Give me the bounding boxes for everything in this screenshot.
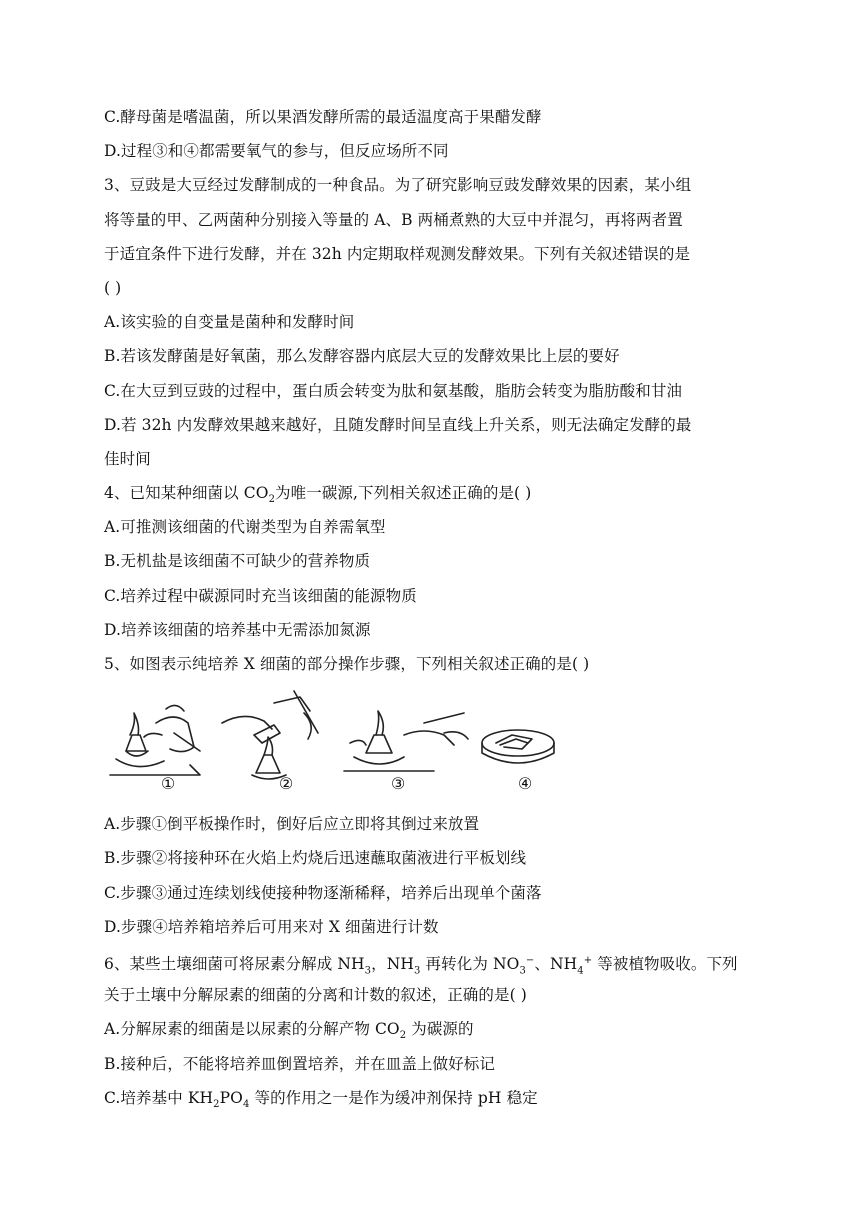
q3-option-c: C.在大豆到豆豉的过程中，蛋白质会转变为肽和氨基酸，脂肪会转变为脂肪酸和甘油 bbox=[104, 381, 683, 400]
document-page bbox=[104, 100, 754, 1115]
q3-stem-line-3: 于适宜条件下进行发酵，并在 32h 内定期取样观测发酵效果。下列有关叙述错误的是 bbox=[104, 244, 691, 263]
q3-answer-blank: ( ) bbox=[104, 278, 122, 297]
q4-stem: 4、已知某种细菌以 $CO_2$为唯一碳源,下列相关叙述正确的是( ) bbox=[104, 484, 532, 506]
step2-flame-loop-drawing bbox=[222, 691, 318, 779]
lab-procedure-illustration bbox=[104, 683, 744, 807]
q2-option-c: C.酵母菌是嗜温菌，所以果酒发酵所需的最适温度高于果醋发酵 bbox=[104, 108, 542, 126]
q4-option-a: A.可推测该细菌的代谢类型为自养需氧型 bbox=[104, 518, 386, 537]
step1-pour-plate-drawing bbox=[110, 706, 200, 776]
q2-option-d: D.过程③和④都需要氧气的参与，但反应场所不同 bbox=[104, 142, 449, 161]
q5-option-b: B.步骤②将接种环在火焰上灼烧后迅速蘸取菌液进行平板划线 bbox=[104, 849, 527, 868]
q3-option-a: A.该实验的自变量是菌种和发酵时间 bbox=[104, 313, 355, 332]
figure-label-1: ① bbox=[160, 774, 176, 794]
q3-stem-line-2: 将等量的甲、乙两菌种分别接入等量的 A、B 两桶煮熟的大豆中并混匀，再将两者置 bbox=[104, 210, 683, 229]
q5-option-c: C.步骤③通过连续划线使接种物逐渐稀释，培养后出现单个菌落 bbox=[104, 883, 542, 902]
q4-option-d: D.培养该细菌的培养基中无需添加氮源 bbox=[104, 620, 371, 639]
figure-label-2: ② bbox=[278, 774, 294, 794]
q4-option-b: B.无机盐是该细菌不可缺少的营养物质 bbox=[104, 552, 371, 571]
figure-label-4: ④ bbox=[517, 774, 533, 794]
q3-option-d-line-1: D.若 32h 内发酵效果越来越好，且随发酵时间呈直线上升关系，则无法确定发酵的最 bbox=[104, 415, 692, 434]
q5-stem: 5、如图表示纯培养 X 细菌的部分操作步骤，下列相关叙述正确的是( ) bbox=[104, 655, 590, 673]
q3-stem-line-1: 3、豆豉是大豆经过发酵制成的一种食品。为了研究影响豆豉发酵效果的因素，某小组 bbox=[104, 176, 692, 195]
q5-option-a: A.步骤①倒平板操作时，倒好后应立即将其倒过来放置 bbox=[104, 815, 480, 834]
q6-option-a: A.分解尿素的细菌是以尿素的分解产物 $CO_2$ 为碳源的 bbox=[104, 1020, 474, 1042]
step4-petri-dish-drawing bbox=[482, 730, 554, 763]
q6-stem-line-1: 6、某些土壤细菌可将尿素分解成 $NH_3$，$NH_3$ 再转化为 $NO_3^-$、$NH_4^+$ 等被植物吸收。下列 bbox=[104, 954, 738, 977]
q5-option-d: D.步骤④培养箱培养后可用来对 X 细菌进行计数 bbox=[104, 917, 439, 936]
q3-option-b: B.若该发酵菌是好氧菌，那么发酵容器内底层大豆的发酵效果比上层的要好 bbox=[104, 347, 620, 366]
q6-option-b: B.接种后，不能将培养皿倒置培养，并在皿盖上做好标记 bbox=[104, 1054, 495, 1073]
q5-figure bbox=[104, 683, 754, 807]
q3-option-d-line-2: 佳时间 bbox=[104, 449, 151, 468]
q6-option-c: C.培养基中 $KH_2PO_4$ 等的作用之一是作为缓冲剂保持 pH 稳定 bbox=[104, 1088, 538, 1110]
q6-stem-line-2: 关于土壤中分解尿素的细菌的分离和计数的叙述，正确的是( ) bbox=[104, 986, 527, 1005]
q4-option-c: C.培养过程中碳源同时充当该细菌的能源物质 bbox=[104, 586, 417, 605]
figure-label-3: ③ bbox=[390, 774, 406, 794]
step3-streak-drawing bbox=[344, 711, 468, 771]
